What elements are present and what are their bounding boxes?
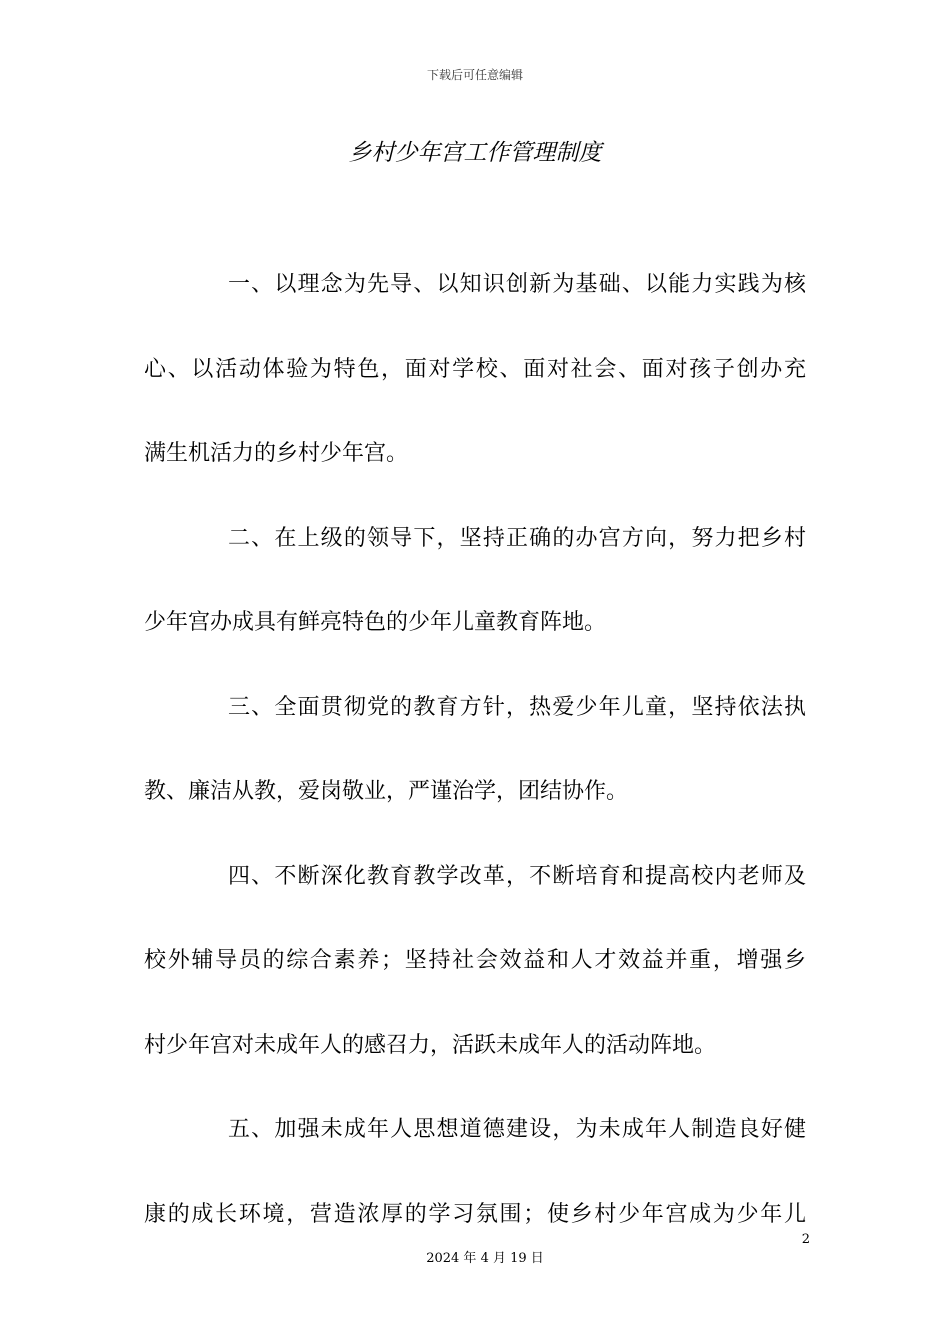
paragraph-line: 教、廉洁从教，爱岗敬业，严谨治学，团结协作。 [144,779,629,804]
paragraph-4 [144,835,806,1089]
page-number: 2 [801,1232,810,1247]
paragraph-line: 五、加强未成年人思想道德建设，为未成年人制造良好健 [228,1117,806,1142]
paragraph-1 [144,243,806,497]
paragraph-line: 一、以理念为先导、以知识创新为基础、以能力实践为核 [228,272,806,297]
paragraph-line: 校外辅导员的综合素养；坚持社会效益和人才效益并重，增强乡 [144,948,806,973]
paragraph-line: 康的成长环境，营造浓厚的学习氛围；使乡村少年宫成为少年儿 [144,1201,806,1227]
paragraph-2 [144,497,806,666]
paragraph-line: 少年宫办成具有鲜亮特色的少年儿童教育阵地。 [144,610,607,635]
header-note: 下载后可任意编辑 [426,68,523,82]
paragraph-line: 二、在上级的领导下，坚持正确的办宫方向，努力把乡村 [228,525,806,551]
paragraph-line: 四、不断深化教育教学改革，不断培育和提高校内老师及 [228,863,806,889]
document-body [144,243,806,1257]
footer-date: 2024 年 4 月 19 日 [426,1251,544,1266]
paragraph-line: 三、全面贯彻党的教育方针，热爱少年儿童，坚持依法执 [228,694,806,720]
document-title: 乡村少年宫工作管理制度 [348,140,602,166]
paragraph-5 [144,1088,806,1257]
paragraph-line: 心、以活动体验为特色，面对学校、面对社会、面对孩子创办充 [144,356,806,382]
paragraph-line: 村少年宫对未成年人的感召力，活跃未成年人的活动阵地。 [144,1032,717,1058]
paragraph-3 [144,666,806,835]
paragraph-line: 满生机活力的乡村少年宫。 [144,441,409,466]
